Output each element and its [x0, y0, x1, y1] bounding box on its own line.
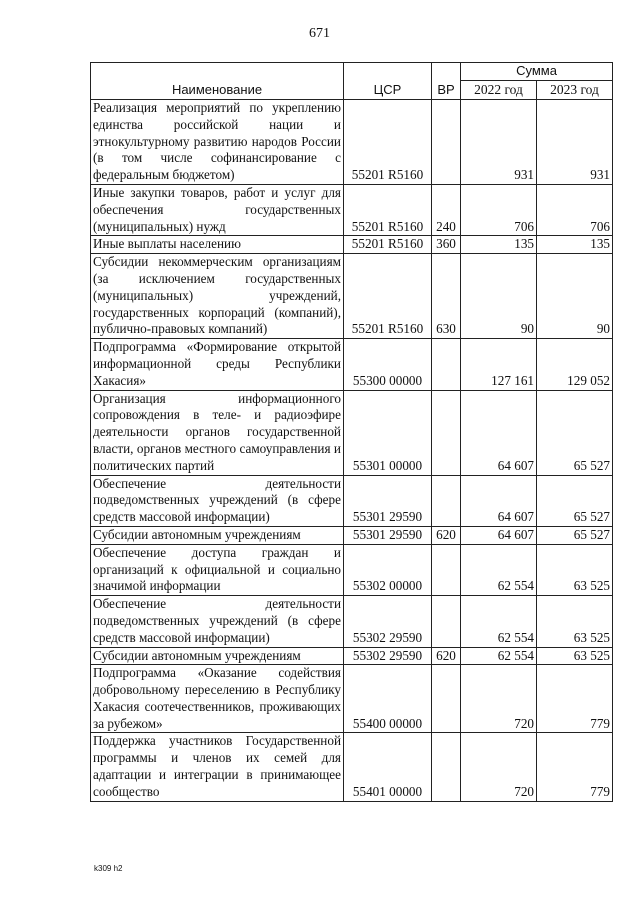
row-sum-2023: 63 525: [537, 596, 613, 647]
row-sum-2023: 706: [537, 184, 613, 235]
row-csr: 55401 00000: [344, 733, 432, 801]
row-vr: 360: [432, 236, 461, 254]
row-csr: 55201 R5160: [344, 236, 432, 254]
row-sum-2022: 90: [461, 254, 537, 339]
row-csr: 55302 29590: [344, 647, 432, 665]
row-vr: 620: [432, 647, 461, 665]
row-sum-2022: 62 554: [461, 544, 537, 595]
table-row: [91, 254, 613, 339]
table-row: [91, 665, 613, 733]
row-sum-2023: 63 525: [537, 544, 613, 595]
row-sum-2022: 720: [461, 733, 537, 801]
row-csr: 55201 R5160: [344, 100, 432, 185]
row-sum-2023: 65 527: [537, 526, 613, 544]
row-vr: [432, 100, 461, 185]
row-name: Поддержка участников Государственной программы и членов их семей для адаптации и интеграции в принимающее сообщество: [91, 733, 344, 801]
row-name: Подпрограмма «Оказание содействия добровольному переселению в Республику Хакасия соотечественников, проживающих за рубежом»: [91, 665, 344, 733]
row-name: Организация информационного сопровождения в теле- и радиоэфире деятельности органов государственной власти, органов местного самоуправления и политических партий: [91, 390, 344, 475]
table-row: [91, 100, 613, 185]
row-sum-2022: 64 607: [461, 526, 537, 544]
table-row: [91, 596, 613, 647]
row-csr: 55301 29590: [344, 475, 432, 526]
row-name: Обеспечение доступа граждан и организаций к официальной и социально значимой информации: [91, 544, 344, 595]
row-sum-2023: 779: [537, 665, 613, 733]
row-csr: 55201 R5160: [344, 254, 432, 339]
row-name: Субсидии некоммерческим организациям (за исключением государственных (муниципальных) учреждений, государственных корпораций (компаний), публично-правовых компаний): [91, 254, 344, 339]
header-name: Наименование: [91, 63, 344, 100]
table-row: [91, 390, 613, 475]
table-row: [91, 733, 613, 801]
row-sum-2022: 135: [461, 236, 537, 254]
row-sum-2022: 62 554: [461, 647, 537, 665]
header-sum: Сумма: [461, 63, 613, 81]
row-sum-2022: 931: [461, 100, 537, 185]
row-csr: 55201 R5160: [344, 184, 432, 235]
row-name: Субсидии автономным учреждениям: [91, 647, 344, 665]
table-header-row: [91, 63, 613, 81]
row-csr: 55301 29590: [344, 526, 432, 544]
budget-table: [90, 62, 613, 802]
row-csr: 55400 00000: [344, 665, 432, 733]
row-vr: 620: [432, 526, 461, 544]
row-name: Обеспечение деятельности подведомственных учреждений (в сфере средств массовой информации): [91, 475, 344, 526]
row-sum-2023: 65 527: [537, 475, 613, 526]
row-vr: 630: [432, 254, 461, 339]
row-vr: [432, 475, 461, 526]
row-name: Реализация мероприятий по укреплению единства российской нации и этнокультурному развитию народов России (в том числе софинансирование с федеральным бюджетом): [91, 100, 344, 185]
row-vr: [432, 733, 461, 801]
row-csr: 55302 00000: [344, 544, 432, 595]
table-row: [91, 647, 613, 665]
row-vr: [432, 339, 461, 390]
row-vr: [432, 596, 461, 647]
row-sum-2023: 135: [537, 236, 613, 254]
row-sum-2023: 129 052: [537, 339, 613, 390]
row-sum-2022: 706: [461, 184, 537, 235]
row-name: Обеспечение деятельности подведомственных учреждений (в сфере средств массовой информации): [91, 596, 344, 647]
header-year-2023: 2023 год: [537, 81, 613, 100]
row-name: Субсидии автономным учреждениям: [91, 526, 344, 544]
table-row: [91, 236, 613, 254]
table-row: [91, 339, 613, 390]
row-sum-2023: 90: [537, 254, 613, 339]
row-sum-2023: 65 527: [537, 390, 613, 475]
row-sum-2023: 779: [537, 733, 613, 801]
header-year-2022: 2022 год: [461, 81, 537, 100]
row-csr: 55301 00000: [344, 390, 432, 475]
header-csr: ЦСР: [344, 63, 432, 100]
row-csr: 55300 00000: [344, 339, 432, 390]
row-name: Подпрограмма «Формирование открытой информационной среды Республики Хакасия»: [91, 339, 344, 390]
table-row: [91, 544, 613, 595]
row-vr: [432, 665, 461, 733]
row-sum-2022: 64 607: [461, 475, 537, 526]
row-vr: [432, 544, 461, 595]
row-name: Иные закупки товаров, работ и услуг для обеспечения государственных (муниципальных) нужд: [91, 184, 344, 235]
row-name: Иные выплаты населению: [91, 236, 344, 254]
row-csr: 55302 29590: [344, 596, 432, 647]
footer-code: k309 h2: [94, 864, 123, 873]
row-sum-2022: 62 554: [461, 596, 537, 647]
table-row: [91, 526, 613, 544]
row-sum-2023: 63 525: [537, 647, 613, 665]
row-vr: 240: [432, 184, 461, 235]
row-vr: [432, 390, 461, 475]
page-number: 671: [309, 26, 330, 41]
header-vr: ВР: [432, 63, 461, 100]
row-sum-2022: 720: [461, 665, 537, 733]
row-sum-2022: 127 161: [461, 339, 537, 390]
table-row: [91, 184, 613, 235]
row-sum-2022: 64 607: [461, 390, 537, 475]
row-sum-2023: 931: [537, 100, 613, 185]
table-row: [91, 475, 613, 526]
